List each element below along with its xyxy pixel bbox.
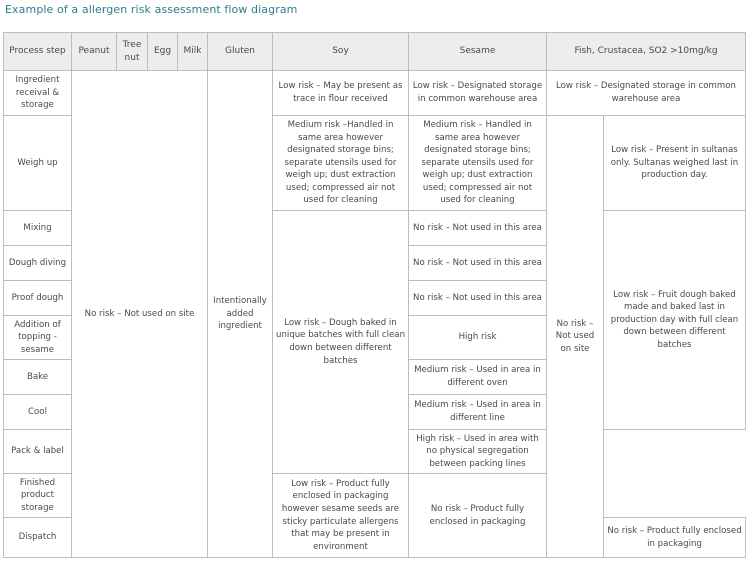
cell-sesame-dough-diving: No risk – Not used in this area [409,246,547,281]
header-egg: Egg [148,33,178,71]
header-milk: Milk [178,33,208,71]
cell-soy-dispatch: No risk – Product fully enclosed in packaging [604,518,746,558]
header-fish: Fish, Crustacea, SO2 >10mg/kg [547,33,746,71]
cell-sesame-bake: Medium risk – Used in area in different oven [409,360,547,395]
cell-fish-no-risk: No risk – Not used on site [547,116,604,558]
step-dispatch: Dispatch [4,518,72,558]
cell-fish-receival: Low risk – Designated storage in common warehouse area [547,71,746,116]
cell-sesame-mixing: No risk – Not used in this area [409,211,547,246]
header-gluten: Gluten [208,33,273,71]
cell-sesame-receival: Low risk – Designated storage in common warehouse area [409,71,547,116]
cell-peanut-to-milk: No risk – Not used on site [72,71,208,558]
header-sesame: Sesame [409,33,547,71]
cell-sesame-proof-dough: No risk – Not used in this area [409,281,547,316]
cell-sesame-topping: High risk [409,316,547,360]
step-finished-product-storage: Finished product storage [4,474,72,518]
allergen-risk-table [3,32,746,558]
step-pack-label: Pack & label [4,430,72,474]
header-process-step: Process step [4,33,72,71]
step-ingredient-receival: Ingredient receival & storage [4,71,72,116]
cell-soy-mixing-to-storage: Low risk – Dough baked in unique batches with full clean down between different batches [273,211,409,474]
step-proof-dough: Proof dough [4,281,72,316]
step-mixing: Mixing [4,211,72,246]
step-addition-of-topping: Addition of topping - sesame [4,316,72,360]
cell-gluten: Intentionally added ingredient [208,71,273,558]
step-weigh-up: Weigh up [4,116,72,211]
cell-sesame-cool: Medium risk – Used in area in different line [409,395,547,430]
step-bake: Bake [4,360,72,395]
cell-fish-storage-dispatch: No risk – Product fully enclosed in packaging [409,474,547,558]
cell-soy-receival: Low risk – May be present as trace in flour received [273,71,409,116]
header-tree-nut: Tree nut [117,33,148,71]
cell-sesame-weigh-up: Medium risk – Handled in same area however designated storage bins; separate utensils used for weigh up; dust extraction used; compressed air not used for cleaning [409,116,547,211]
header-peanut: Peanut [72,33,117,71]
cell-soy-weigh-up: Medium risk –Handled in same area however designated storage bins; separate utensils used for weigh up; dust extraction used; compressed air not used for cleaning [273,116,409,211]
step-dough-diving: Dough diving [4,246,72,281]
table-row [4,71,746,116]
header-row [4,33,746,71]
cell-sesame-storage-dispatch: Low risk – Product fully enclosed in packaging however sesame seeds are sticky particulate allergens that may be present in environment [273,474,409,558]
cell-sesame-pack-label: High risk – Used in area with no physical segregation between packing lines [409,430,547,474]
header-soy: Soy [273,33,409,71]
step-cool: Cool [4,395,72,430]
cell-fish-weigh-up: Low risk – Present in sultanas only. Sultanas weighed last in production day. [604,116,746,211]
cell-fish-mixing-to-pack: Low risk – Fruit dough baked made and baked last in production day with full clean down between different batches [604,211,746,430]
page-title: Example of a allergen risk assessment flow diagram [5,3,298,16]
